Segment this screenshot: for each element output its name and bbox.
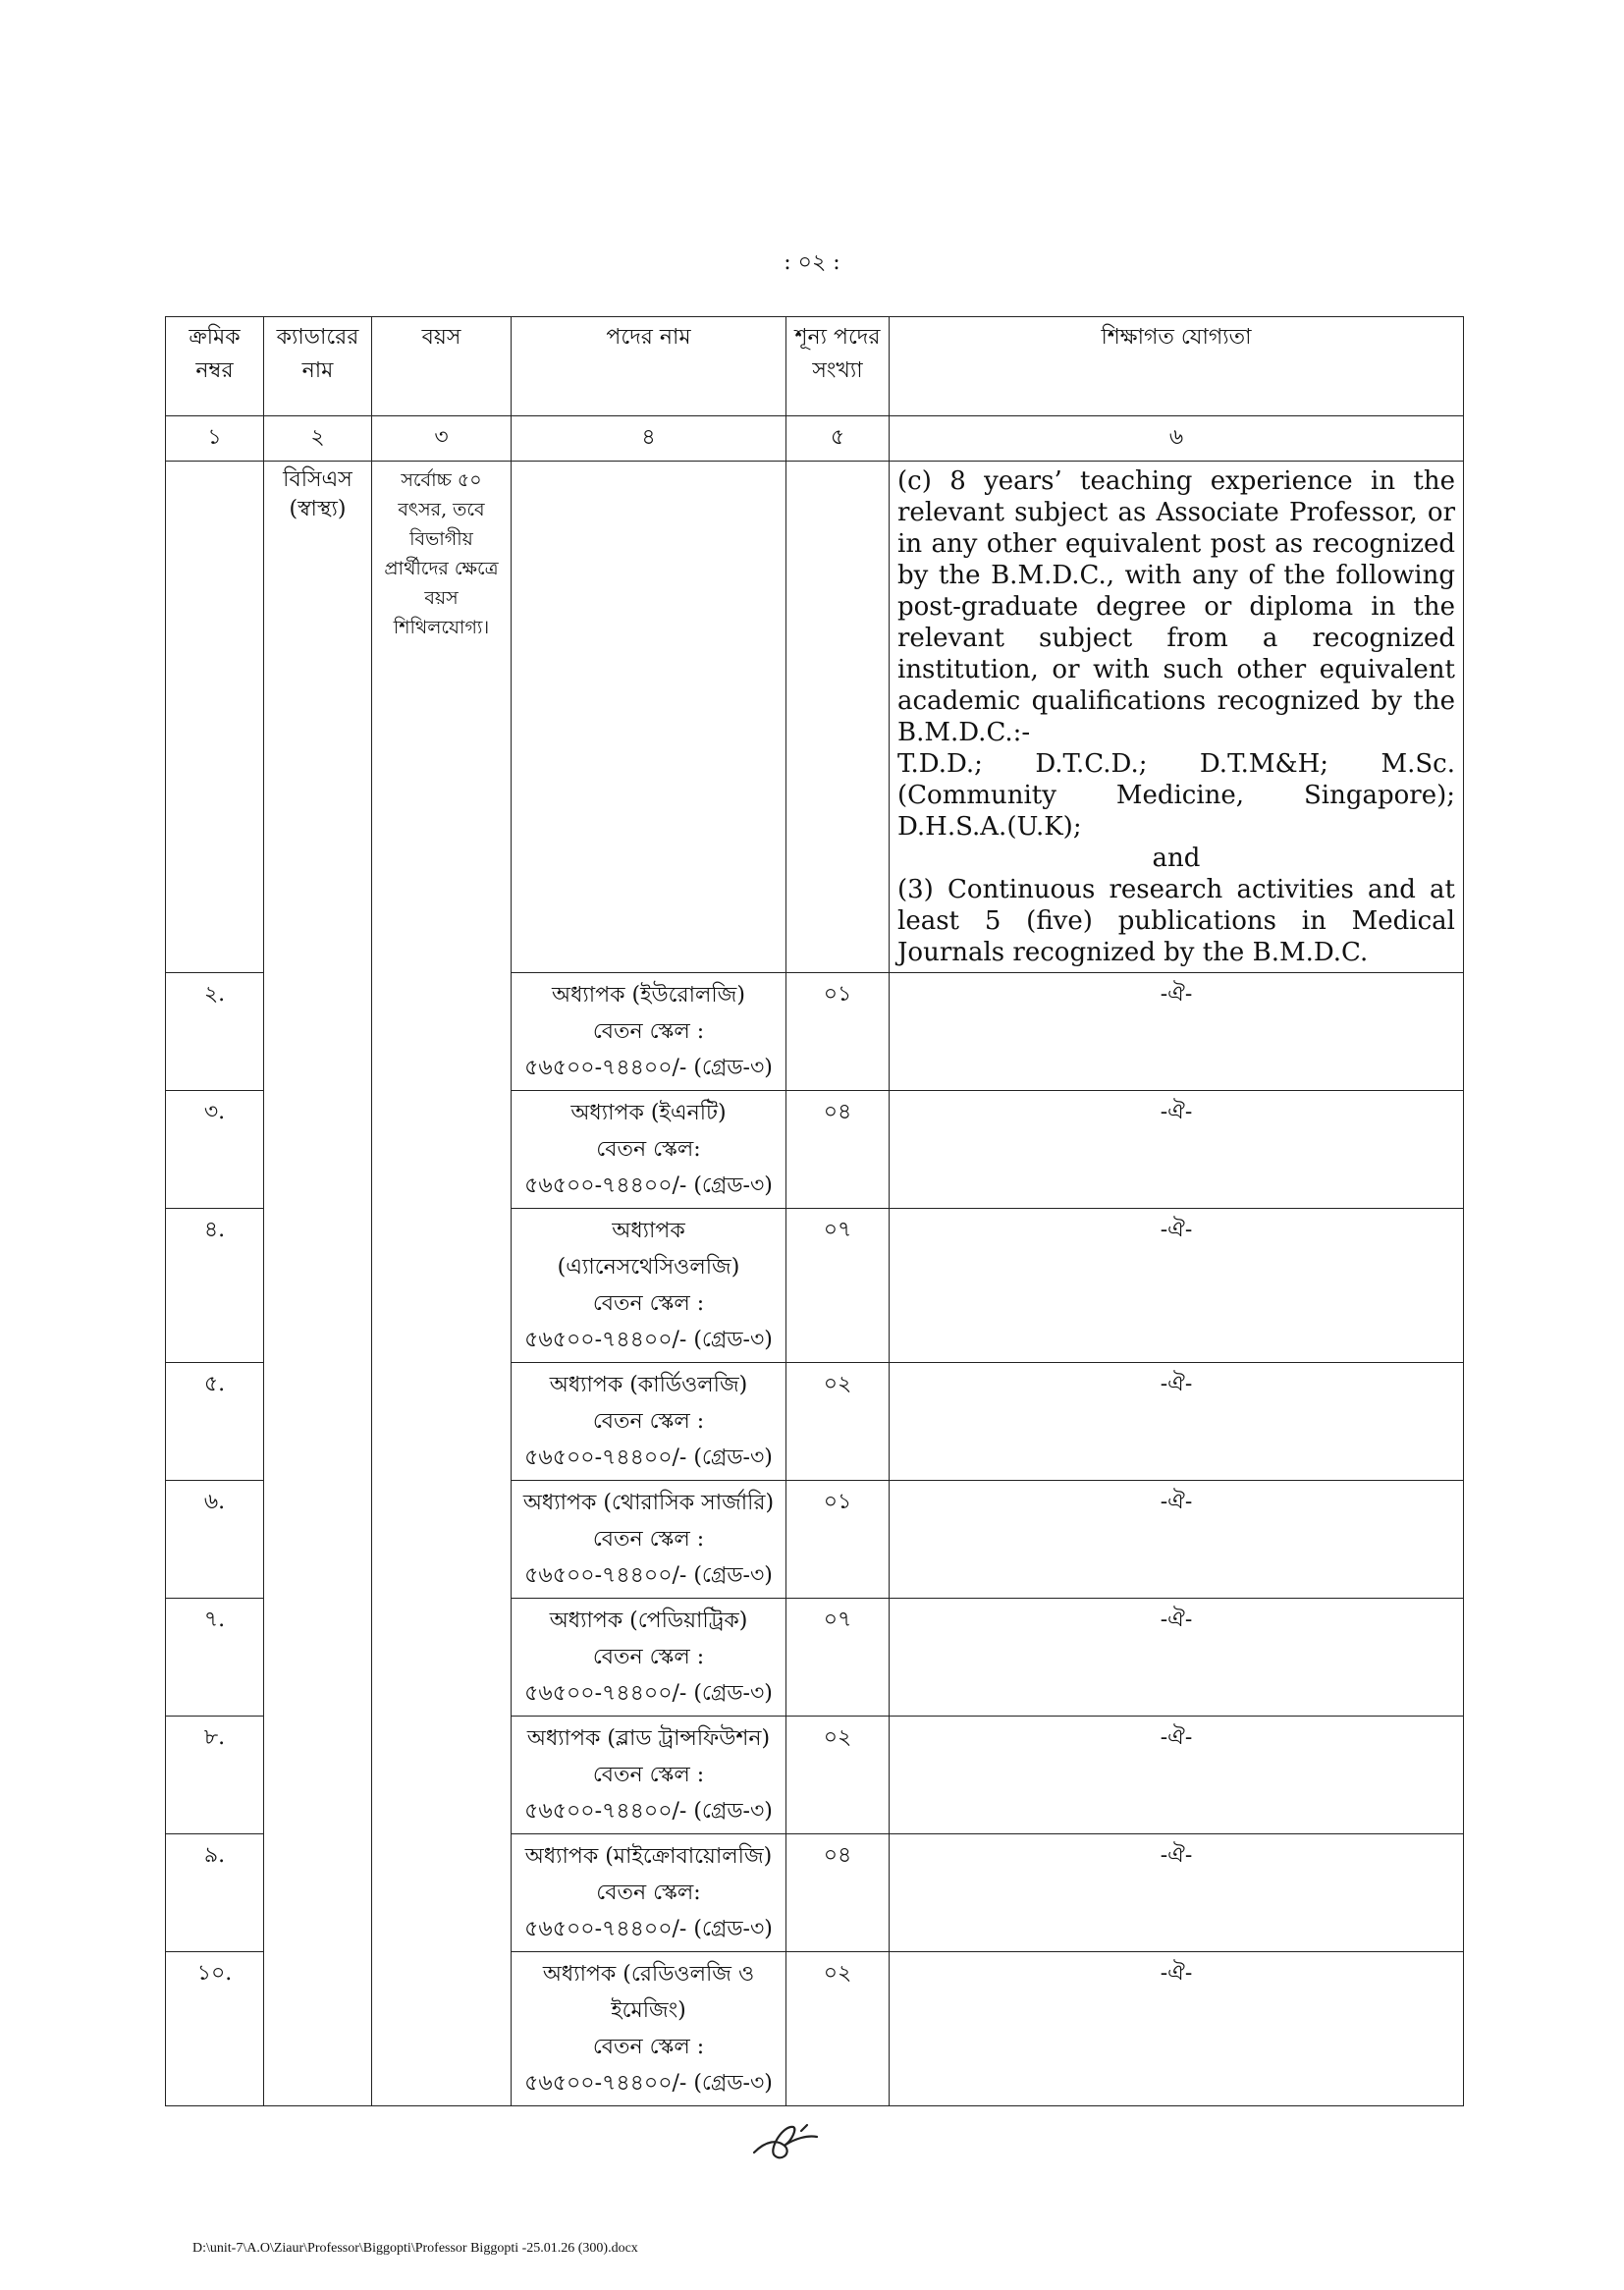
serial-cell: ৫. xyxy=(166,1363,264,1481)
degree: T.D.D.; xyxy=(897,749,983,779)
column-number: ২ xyxy=(264,416,372,462)
header-cadre: ক্যাডারের নাম xyxy=(264,317,372,416)
degree-line: D.H.S.A.(U.K); xyxy=(897,812,1082,842)
serial-cell: ৭. xyxy=(166,1599,264,1717)
vacancy-cell: ০২ xyxy=(786,1363,890,1481)
header-row xyxy=(166,317,1464,416)
post-title: অধ্যাপক (কার্ডিওলজি) xyxy=(549,1373,748,1397)
post-title: অধ্যাপক (ব্লাড ট্রান্সফিউশন) xyxy=(526,1726,771,1751)
pay-scale: বেতন স্কেল : ৫৬৫০০-৭৪৪০০/- (গ্রেড-৩) xyxy=(524,2035,773,2096)
vacancy-table xyxy=(165,316,1464,2106)
qualification-and: and xyxy=(1152,844,1201,873)
header-age: বয়স xyxy=(372,317,512,416)
degree: D.T.C.D.; xyxy=(1035,749,1148,779)
post-title: অধ্যাপক (থোরাসিক সার্জারি) xyxy=(522,1491,775,1515)
column-number: ৪ xyxy=(512,416,786,462)
header-serial: ক্রমিক নম্বর xyxy=(166,317,264,416)
signature xyxy=(736,2111,835,2170)
pay-scale: বেতন স্কেল : ৫৬৫০০-৭৪৪০০/- (গ্রেড-৩) xyxy=(524,1409,773,1470)
vacancy-cell: ০৭ xyxy=(786,1599,890,1717)
column-number-row xyxy=(166,416,1464,462)
qualification-cell: -ঐ- xyxy=(890,1834,1464,1952)
pay-scale: বেতন স্কেল: ৫৬৫০০-৭৪৪০০/- (গ্রেড-৩) xyxy=(524,1137,773,1198)
pay-scale: বেতন স্কেল : ৫৬৫০০-৭৪৪০০/- (গ্রেড-৩) xyxy=(524,1291,773,1352)
pay-scale: বেতন স্কেল: ৫৬৫০০-৭৪৪০০/- (গ্রেড-৩) xyxy=(524,1881,773,1941)
pay-scale: বেতন স্কেল : ৫৬৫০০-৭৪৪০০/- (গ্রেড-৩) xyxy=(524,1019,773,1080)
serial-cell: ৬. xyxy=(166,1481,264,1599)
post-cell xyxy=(512,1363,786,1481)
degree-line xyxy=(897,748,1455,780)
post-cell xyxy=(512,462,786,973)
vacancy-cell: ০১ xyxy=(786,973,890,1091)
qualification-cell: -ঐ- xyxy=(890,1091,1464,1209)
qualification-cell: -ঐ- xyxy=(890,1363,1464,1481)
column-number: ৬ xyxy=(890,416,1464,462)
degree: (Community xyxy=(897,781,1056,810)
serial-cell: ৯. xyxy=(166,1834,264,1952)
degree: Singapore); xyxy=(1303,781,1455,810)
serial-cell xyxy=(166,462,264,973)
header-post: পদের নাম xyxy=(512,317,786,416)
vacancy-cell: ০৭ xyxy=(786,1209,890,1363)
post-title: অধ্যাপক (ইএনটি) xyxy=(570,1101,727,1125)
cadre-cell: বিসিএস (স্বাস্থ্য) xyxy=(264,462,372,2106)
post-title: অধ্যাপক (রেডিওলজি ও ইমেজিং) xyxy=(542,1962,755,2023)
post-cell xyxy=(512,1717,786,1834)
file-path-footer: D:\unit-7\A.O\Ziaur\Professor\Biggopti\Professor Biggopti -25.01.26 (300).docx xyxy=(192,2241,638,2256)
post-title: অধ্যাপক (এ্যানেসথেসিওলজি) xyxy=(557,1219,740,1280)
column-number: ১ xyxy=(166,416,264,462)
vacancy-cell: ০২ xyxy=(786,1717,890,1834)
header-vacancy: শূন্য পদের সংখ্যা xyxy=(786,317,890,416)
qualification-para-c: (c) 8 years’ teaching experience in the relevant subject as Associate Professor, or in any other equivalent post as recognized by the B.M.D.C., with any of the following post-graduate degree or diploma in the relevant subject from a recognized institution, or with such other equivalent academic qualifications recognized by the B.M.D.C.:- xyxy=(897,466,1455,747)
post-cell xyxy=(512,1834,786,1952)
vacancy-cell xyxy=(786,462,890,973)
post-cell xyxy=(512,1481,786,1599)
pay-scale: বেতন স্কেল : ৫৬৫০০-৭৪৪০০/- (গ্রেড-৩) xyxy=(524,1645,773,1706)
post-cell xyxy=(512,973,786,1091)
post-title: অধ্যাপক (ইউরোলজি) xyxy=(552,983,745,1008)
column-number: ৩ xyxy=(372,416,512,462)
qualification-cell: -ঐ- xyxy=(890,973,1464,1091)
page-number: : ০২ : xyxy=(784,250,840,275)
degree-line xyxy=(897,780,1455,811)
serial-cell: ২. xyxy=(166,973,264,1091)
post-title: অধ্যাপক (পেডিয়াট্রিক) xyxy=(549,1608,748,1633)
vacancy-cell: ০২ xyxy=(786,1952,890,2106)
qualification-cell: -ঐ- xyxy=(890,1209,1464,1363)
qualification-para-3: (3) Continuous research activities and at least 5 (five) publications in Medical Journals recognized by the B.M.D.C. xyxy=(897,875,1455,967)
serial-cell: ১০. xyxy=(166,1952,264,2106)
degree: Medicine, xyxy=(1115,781,1245,810)
age-cell: সর্বোচ্চ ৫০ বৎসর, তবে বিভাগীয় প্রার্থীদের ক্ষেত্রে বয়স শিথিলযোগ্য। xyxy=(372,462,512,2106)
qualification-cell: -ঐ- xyxy=(890,1952,1464,2106)
degree: D.T.M&H; xyxy=(1199,749,1329,779)
degree: M.Sc. xyxy=(1380,749,1455,779)
pay-scale: বেতন স্কেল : ৫৬৫০০-৭৪৪০০/- (গ্রেড-৩) xyxy=(524,1527,773,1588)
pay-scale: বেতন স্কেল : ৫৬৫০০-৭৪৪০০/- (গ্রেড-৩) xyxy=(524,1763,773,1824)
post-cell xyxy=(512,1091,786,1209)
table-row xyxy=(166,462,1464,973)
post-cell xyxy=(512,1209,786,1363)
vacancy-cell: ০৪ xyxy=(786,1834,890,1952)
serial-cell: ৮. xyxy=(166,1717,264,1834)
qualification-cell xyxy=(890,462,1464,973)
column-number: ৫ xyxy=(786,416,890,462)
qualification-cell: -ঐ- xyxy=(890,1599,1464,1717)
post-cell xyxy=(512,1599,786,1717)
serial-cell: ৪. xyxy=(166,1209,264,1363)
qualification-cell: -ঐ- xyxy=(890,1717,1464,1834)
vacancy-cell: ০১ xyxy=(786,1481,890,1599)
post-cell xyxy=(512,1952,786,2106)
qualification-cell: -ঐ- xyxy=(890,1481,1464,1599)
serial-cell: ৩. xyxy=(166,1091,264,1209)
header-qualification: শিক্ষাগত যোগ্যতা xyxy=(890,317,1464,416)
post-title: অধ্যাপক (মাইক্রোবায়োলজি) xyxy=(524,1844,773,1869)
vacancy-cell: ০৪ xyxy=(786,1091,890,1209)
